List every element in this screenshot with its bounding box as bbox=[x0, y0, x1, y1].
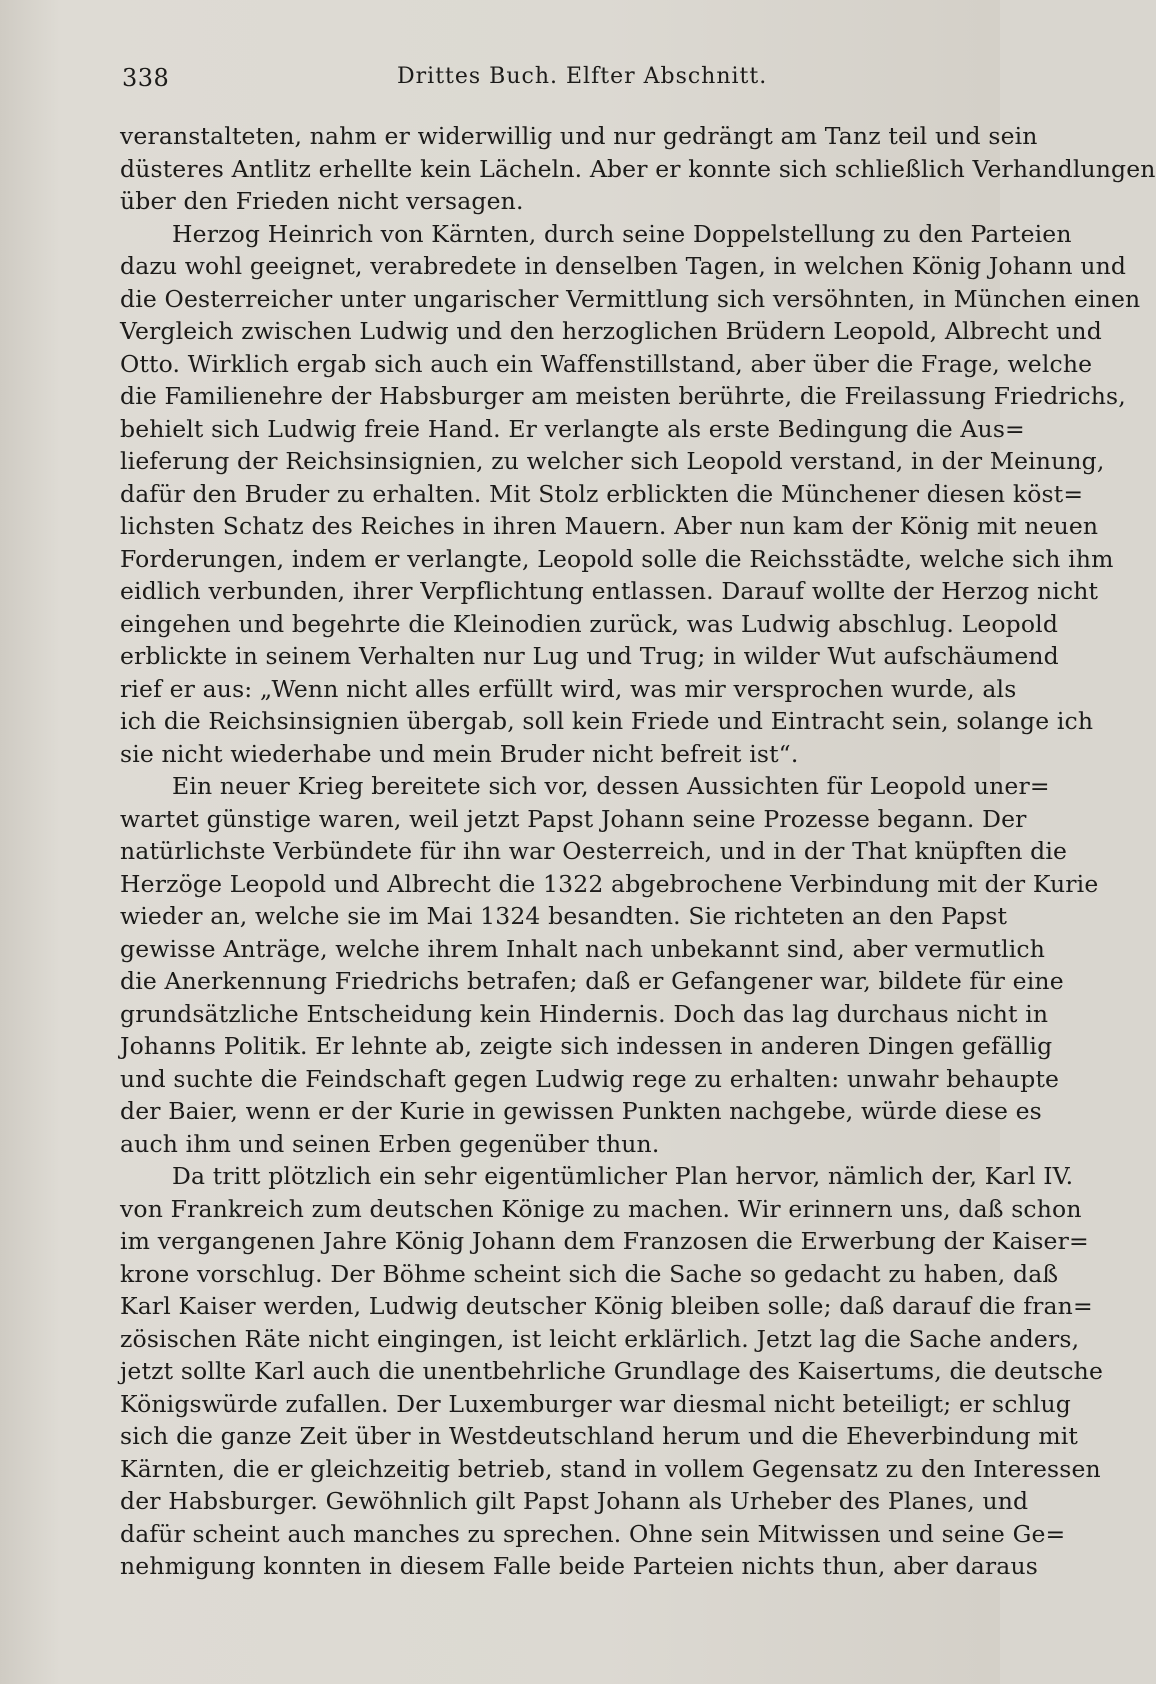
text-line: und suchte die Feindschaft gegen Ludwig rege zu erhalten: unwahr behaupte bbox=[120, 1064, 1060, 1093]
text-line: dafür scheint auch manches zu sprechen. Ohne sein Mitwissen und seine Ge= bbox=[120, 1519, 1066, 1548]
text-line: Kärnten, die er gleichzeitig betrieb, stand in vollem Gegensatz zu den Interessen bbox=[120, 1454, 1101, 1483]
text-line: jetzt sollte Karl auch die unentbehrliche Grundlage des Kaisertums, die deutsche bbox=[120, 1357, 1104, 1385]
text-line: rief er aus: „Wenn nicht alles erfüllt wird, was mir versprochen wurde, als bbox=[120, 674, 1017, 703]
page-header bbox=[122, 64, 942, 104]
text-line: die Oesterreicher unter ungarischer Vermittlung sich versöhnten, in München einen bbox=[120, 284, 1141, 313]
text-line: krone vorschlug. Der Böhme scheint sich die Sache so gedacht zu haben, daß bbox=[120, 1259, 1059, 1288]
text-line: die Familienehre der Habsburger am meisten berührte, die Freilassung Friedrichs, bbox=[120, 382, 1126, 410]
text-line: natürlichste Verbündete für ihn war Oesterreich, und in der That knüpften die bbox=[120, 837, 1068, 865]
paragraph-start-line: Ein neuer Krieg bereitete sich vor, dessen Aussichten für Leopold uner= bbox=[172, 772, 1050, 800]
text-line: die Anerkennung Friedrichs betrafen; daß er Gefangener war, bildete für eine bbox=[120, 967, 1064, 995]
text-line: eidlich verbunden, ihrer Verpflichtung entlassen. Darauf wollte der Herzog nicht bbox=[120, 577, 1099, 605]
running-head: Drittes Buch. Elfter Abschnitt. bbox=[397, 64, 768, 89]
text-line: wieder an, welche sie im Mai 1324 besandten. Sie richteten an den Papst bbox=[120, 902, 1008, 930]
paragraph-start-line: Herzog Heinrich von Kärnten, durch seine Doppelstellung zu den Parteien bbox=[172, 219, 1072, 248]
text-line: im vergangenen Jahre König Johann dem Franzosen die Erwerbung der Kaiser= bbox=[120, 1227, 1089, 1255]
text-line: auch ihm und seinen Erben gegenüber thun. bbox=[120, 1129, 660, 1158]
text-line: ich die Reichsinsignien übergab, soll kein Friede und Eintracht sein, solange ich bbox=[120, 707, 1094, 735]
text-line: nehmigung konnten in diesem Falle beide Parteien nichts thun, aber daraus bbox=[120, 1552, 1038, 1580]
text-line: von Frankreich zum deutschen Könige zu machen. Wir erinnern uns, daß schon bbox=[120, 1194, 1082, 1223]
text-line: lichsten Schatz des Reiches in ihren Mauern. Aber nun kam der König mit neuen bbox=[120, 512, 1099, 540]
text-line: Herzöge Leopold und Albrecht die 1322 abgebrochene Verbindung mit der Kurie bbox=[120, 869, 1099, 898]
text-line: Vergleich zwischen Ludwig und den herzoglichen Brüdern Leopold, Albrecht und bbox=[120, 317, 1102, 345]
text-line: dazu wohl geeignet, verabredete in denselben Tagen, in welchen König Johann und bbox=[120, 252, 1127, 280]
text-line: zösischen Räte nicht eingingen, ist leicht erklärlich. Jetzt lag die Sache anders, bbox=[120, 1324, 1080, 1353]
text-line: eingehen und begehrte die Kleinodien zurück, was Ludwig abschlug. Leopold bbox=[120, 609, 1059, 638]
paragraph-start-line: Da tritt plötzlich ein sehr eigentümlicher Plan hervor, nämlich der, Karl IV. bbox=[172, 1162, 1074, 1190]
text-line: Johanns Politik. Er lehnte ab, zeigte sich indessen in anderen Dingen gefällig bbox=[120, 1032, 1053, 1060]
text-line: gewisse Anträge, welche ihrem Inhalt nach unbekannt sind, aber vermutlich bbox=[120, 934, 1045, 963]
page-number: 338 bbox=[122, 64, 170, 92]
text-line: wartet günstige waren, weil jetzt Papst Johann seine Prozesse begann. Der bbox=[120, 804, 1027, 833]
text-line: der Baier, wenn er der Kurie in gewissen Punkten nachgebe, würde diese es bbox=[120, 1097, 1042, 1125]
text-line: behielt sich Ludwig freie Hand. Er verlangte als erste Bedingung die Aus= bbox=[120, 414, 1025, 443]
text-line: veranstalteten, nahm er widerwillig und nur gedrängt am Tanz teil und sein bbox=[120, 122, 1038, 150]
text-line: Otto. Wirklich ergab sich auch ein Waffenstillstand, aber über die Frage, welche bbox=[120, 349, 1093, 378]
text-line: Königswürde zufallen. Der Luxemburger war diesmal nicht beteiligt; er schlug bbox=[120, 1389, 1071, 1418]
text-line: düsteres Antlitz erhellte kein Lächeln. Aber er konnte sich schließlich Verhandlungen bbox=[120, 154, 1156, 183]
text-line: dafür den Bruder zu erhalten. Mit Stolz erblickten die Münchener diesen köst= bbox=[120, 479, 1084, 508]
text-line: Forderungen, indem er verlangte, Leopold solle die Reichsstädte, welche sich ihm bbox=[120, 544, 1114, 573]
text-line: der Habsburger. Gewöhnlich gilt Papst Johann als Urheber des Planes, und bbox=[120, 1487, 1029, 1515]
text-line: sie nicht wiederhabe und mein Bruder nicht befreit ist“. bbox=[120, 739, 799, 768]
text-line: Karl Kaiser werden, Ludwig deutscher König bleiben solle; daß darauf die fran= bbox=[120, 1292, 1093, 1320]
text-line: grundsätzliche Entscheidung kein Hindernis. Doch das lag durchaus nicht in bbox=[120, 999, 1049, 1028]
text-line: sich die ganze Zeit über in Westdeutschland herum und die Eheverbindung mit bbox=[120, 1422, 1079, 1450]
text-line: über den Frieden nicht versagen. bbox=[120, 187, 524, 215]
text-line: lieferung der Reichsinsignien, zu welcher sich Leopold verstand, in der Meinung, bbox=[120, 447, 1105, 475]
text-line: erblickte in seinem Verhalten nur Lug und Trug; in wilder Wut aufschäumend bbox=[120, 642, 1059, 670]
body-text bbox=[120, 120, 1156, 1583]
